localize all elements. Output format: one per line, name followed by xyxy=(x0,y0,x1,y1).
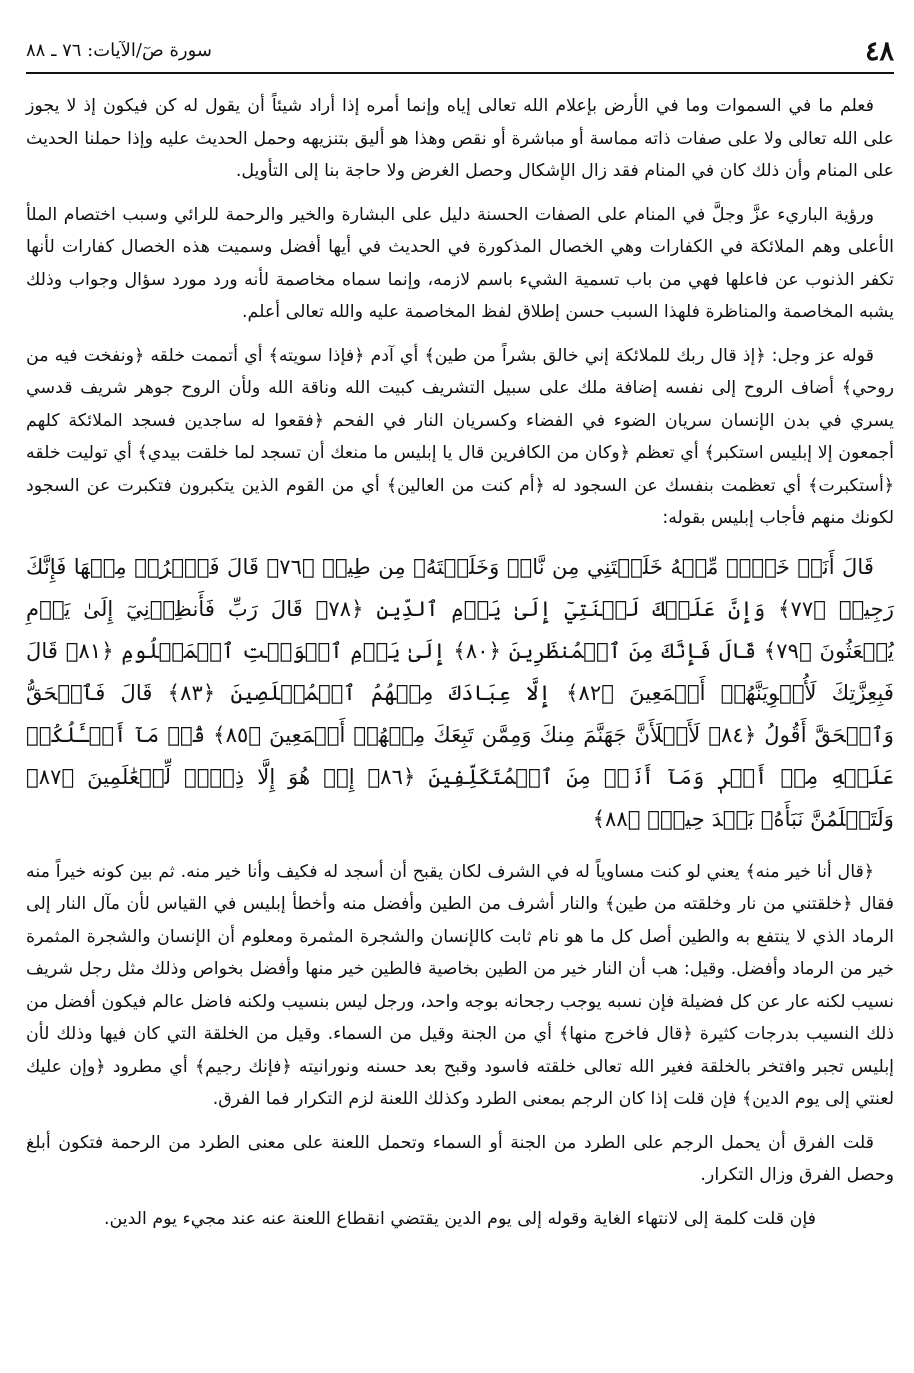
quran-verses: قَالَ أَنَا۠ خَيۡرٞ مِّنۡهُ خَلَقۡتَنِي مِن نَّارٖ وَخَلَقۡتَهُۥ مِن طِينٖ ﴿٧٦﴾ قَالَ فَٱخۡرُجۡ مِنۡهَا فَإِنَّكَ رَجِيمٞ ﴿٧٧﴾ وَإِنَّ عَلَيۡكَ لَعۡنَتِيٓ إِلَىٰ يَوۡمِ ٱلدِّينِ ﴿٧٨﴾ قَالَ رَبِّ فَأَنظِرۡنِيٓ إِلَىٰ يَوۡمِ يُبۡعَثُونَ ﴿٧٩﴾ قَالَ فَإِنَّكَ مِنَ ٱلۡمُنظَرِينَ ﴿٨٠﴾ إِلَىٰ يَوۡمِ ٱلۡوَقۡتِ ٱلۡمَعۡلُومِ ﴿٨١﴾ قَالَ فَبِعِزَّتِكَ لَأُغۡوِيَنَّهُمۡ أَجۡمَعِينَ ﴿٨٢﴾ إِلَّا عِبَادَكَ مِنۡهُمُ ٱلۡمُخۡلَصِينَ ﴿٨٣﴾ قَالَ فَٱلۡحَقُّ وَٱلۡحَقَّ أَقُولُ ﴿٨٤﴾ لَأَمۡلَأَنَّ جَهَنَّمَ مِنكَ وَمِمَّن تَبِعَكَ مِنۡهُمۡ أَجۡمَعِينَ ﴿٨٥﴾ قُلۡ مَآ أَسۡـَٔلُكُمۡ عَلَيۡهِ مِنۡ أَجۡرٖ وَمَآ أَنَا۠ مِنَ ٱلۡمُتَكَلِّفِينَ ﴿٨٦﴾ إِنۡ هُوَ إِلَّا ذِكۡرٞ لِّلۡعَٰلَمِينَ ﴿٨٧﴾ وَلَتَعۡلَمُنَّ نَبَأَهُۥ بَعۡدَ حِينِۭ ﴿٨٨﴾ xyxy=(26,553,894,831)
paragraph-3: قوله عز وجل: ﴿إذ قال ربك للملائكة إني خالق بشراً من طين﴾ أي آدم ﴿فإذا سويته﴾ أي أتممت خلقه ﴿ونفخت فيه من روحي﴾ أضاف الروح إلى نفسه إضافة ملك على سبيل التشريف كبيت الله وناقة الله ولأن الروح جوهر شريف قدسي يسري في بدن الإنسان سريان الضوء في الفضاء وكسريان النار في الفحم ﴿فقعوا له ساجدين فسجد الملائكة كلهم أجمعون إلا إبليس استكبر﴾ أي تعظم ﴿وكان من الكافرين قال يا إبليس ما منعك أن تسجد لما خلقت بيدي﴾ أي توليت خلقه ﴿أستكبرت﴾ أي تعظمت بنفسك عن السجود له ﴿أم كنت من العالين﴾ أي من القوم الذين يتكبرون فتكبرت عن السجود لكونك منهم فأجاب إبليس بقوله: xyxy=(26,345,894,528)
running-title: سورة صٓ/الآيات: ٧٦ ـ ٨٨ xyxy=(26,40,212,61)
page xyxy=(26,28,894,1246)
page-header xyxy=(26,28,894,74)
paragraph-2: ورؤية الباريء عزَّ وجلَّ في المنام على الصفات الحسنة دليل على البشارة والخير والرحمة للرائي وسبب اختصام الملأ الأعلى وهم الملائكة في الكفارات وهي الخصال المذكورة في الحديث في أيها أفضل وسميت هذه الخصال كفارات لأنها تكفر الذنوب عن فاعلها فهي من باب تسمية الشيء باسم لازمه، وإنما سماه مخاصمة لأنه ورد مورد سؤال وجواب وذلك يشبه المخاصمة والمناظرة فلهذا السبب حسن إطلاق لفظ المخاصمة عليه والله تعالى أعلم. xyxy=(26,204,894,322)
paragraph-1: فعلم ما في السموات وما في الأرض بإعلام الله تعالى إياه وإنما أمره إذا أراد شيئاً أن يقول له كن فيكون إذ لا يجوز على الله تعالى ولا على صفات ذاته مماسة أو مباشرة أو نقص وهذا هو أليق بتنزيهه وحمل الحديث عليه وإذا حملنا الحديث على المنام وأن ذلك كان في المنام فقد زال الإشكال وحصل الغرض ولا حاجة بنا إلى التأويل. xyxy=(26,96,894,181)
commentary-paragraph-1: ﴿قال أنا خير منه﴾ يعني لو كنت مساوياً له في الشرف لكان يقبح أن أسجد له فكيف وأنا خير منه. ثم بين كونه خيراً منه فقال ﴿خلقتني من نار وخلقته من طين﴾ والنار أشرف من الطين وأفضل منه وأخطأ إبليس في القياس لأن مآل النار إلى الرماد الذي لا ينتفع به والطين أصل كل ما هو نام ثابت كالإنسان والشجرة المثمرة ومعلوم أن الإنسان والشجرة المثمرة خير من الرماد وأفضل. وقيل: هب أن النار خير من الطين بخاصية فالطين خير منها وأفضل بخواص وذلك مثل رجل شريف نسيب لكنه عار عن كل فضيلة فإن نسبه يوجب رجحانه بوجه واحد، ورجل ليس بنسيب ولكنه فاضل عالم فيكون أفضل من ذلك النسيب بدرجات كثيرة ﴿قال فاخرج منها﴾ أي من الجنة وقيل من السماء. وقيل من الخلقة التي كان فيها وذلك لأن إبليس تجبر وافتخر بالخلقة فغير الله تعالى خلقته فاسود وقبح بعد حسنه ونورانيته ﴿فإنك رجيم﴾ أي مطرود ﴿وإن عليك لعنتي إلى يوم الدين﴾ فإن قلت إذا كان الرجم بمعنى الطرد وكذلك اللعنة لزم التكرار فما الفرق. xyxy=(26,861,894,1109)
commentary-paragraph-3: فإن قلت كلمة إلى لانتهاء الغاية وقوله إلى يوم الدين يقتضي انقطاع اللعنة عنه عند مجيء يوم الدين. xyxy=(104,1208,816,1229)
commentary-paragraph-2: قلت الفرق أن يحمل الرجم على الطرد من الجنة أو السماء وتحمل اللعنة على معنى الطرد من الرحمة فتكون أبلغ وحصل الفرق وزال التكرار. xyxy=(26,1132,894,1185)
page-number: ٤٨ xyxy=(864,36,894,67)
